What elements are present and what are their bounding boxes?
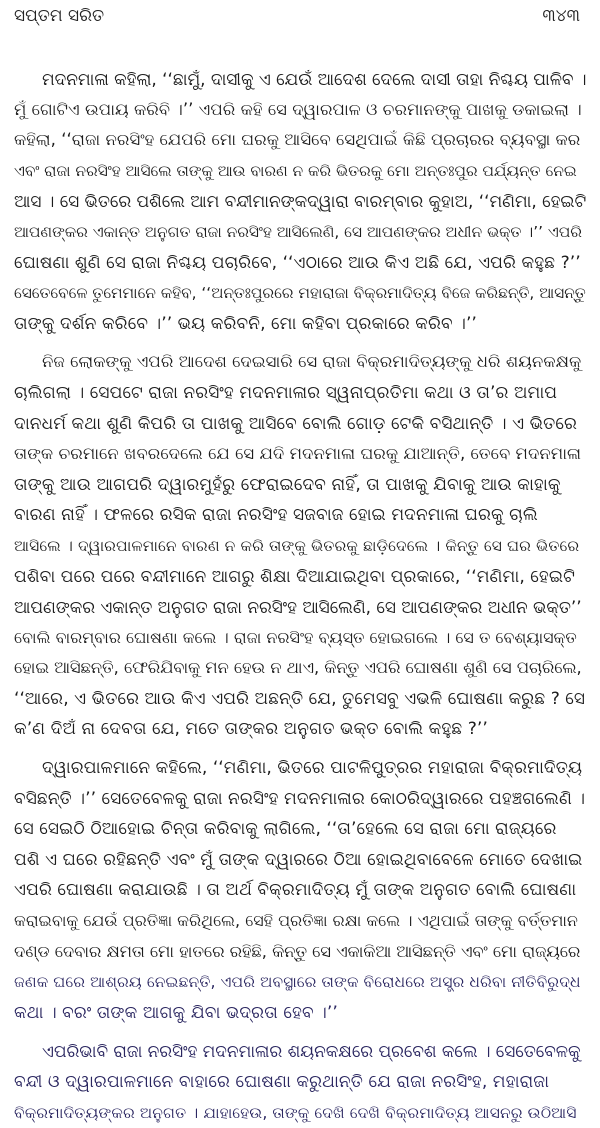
text-line: ଦ୍ୱାରପାଳମାନେ କହିଲେ, ‘‘ମଣିମା, ଭିତରେ ପାଟଳିପୁତ୍ରର ମହାରାଜା ବିକ୍ରମାଦିତ୍ୟ [42,758,583,779]
paragraph-gap [14,1028,586,1036]
text-line: ବୋଲି ବାରମ୍ବାର ଘୋଷଣା କଲେ । ରାଜା ନରସିଂହ ବ୍ୟସ୍ତ ହୋଇଗଲେ । ସେ ତ ବେଶ୍ୟାସକ୍ତ [14,627,577,647]
text-line: ଚାଲିଗଲା । ସେପଟେ ରାଜା ନରସିଂହ ମଦନମାଳାର ସ୍ୱନାପ୍ରତିମା କଥା ଓ ତା’ର ଅମାପ [14,382,558,403]
text-line: ଆସିଲେ । ଦ୍ୱାରପାଳମାନେ ବାରଣ ନ କରି ତାଙ୍କୁ ଭିତରକୁ ଛାଡ଼ିଦେଲେ । କିନ୍ତୁ ସେ ଘର ଭିତରେ [14,535,580,555]
text-line: ତାଙ୍କୁ ଦର୍ଶନ କରିବେ ।’’ ଭୟ କରିବନି, ମୋ କହିବା ପ୍ରକାରେ କରିବ ।’’ [14,313,477,334]
text-line: ବାରଣ ନାହିଁ । ଫଳରେ ରସିକ ରାଜା ନରସିଂହ ସଜବାଜ ହୋଇ ମଦନମାଳା ଘରକୁ ଚାଲି [14,505,538,526]
chapter-title: ସପ୍ତମ ସରିତ [14,6,105,26]
text-line: ଏପରି ଘୋଷଣା କରାଯାଉଛି । ତା ଅର୍ଥ ବିକ୍ରମାଦିତ୍ୟ ମୁଁ ତାଙ୍କ ଅନୁଗତ ବୋଲି ଘୋଷଣା [14,880,577,901]
text-line: ଦଣ୍ଡ ଦେବାର କ୍ଷମତା ମୋ ହାତରେ ରହିଛି, କିନ୍ତୁ ସେ ଏକାକିଆ ଆସିଛନ୍ତି ଏବଂ ମୋ ରାଜ୍ୟରେ [14,941,581,961]
text-line: ନିଜ ଲୋକଙ୍କୁ ଏପରି ଆଦେଶ ଦେଇସାରି ସେ ରାଜା ବିକ୍ରମାଦିତ୍ୟଙ୍କୁ ଧରି ଶୟନକକ୍ଷକୁ [42,352,582,372]
paragraph-gap [14,745,586,753]
text-line: ବସିଛନ୍ତି ।’’ ସେତେବେଳକୁ ରାଜା ନରସିଂହ ମଦନମାଳାର କୋଠରିଦ୍ୱାରରେ ପହଞ୍ଚଗଲେଣି । [14,788,586,809]
text-line: ଆସ । ସେ ଭିତରେ ପଶିଲେ ଆମ ବନ୍ଦୀମାନଙ୍କଦ୍ୱାରା ବାରମ୍ବାର କୁହାଅ, ‘‘ମଣିମା, ହେଇଟି [14,191,586,212]
text-line: ଏବଂ ରାଜା ନରସିଂହ ଆସିଲେ ତାଙ୍କୁ ଆଉ ବାରଣ ନ କରି ଭିତରକୁ ମୋ ଅନ୍ତଃପୁର ପର୍ଯ୍ୟନ୍ତ ନେଇ [14,161,577,180]
text-line: ସେ ସେଇଠି ଠିଆହୋଇ ଚିନ୍ତା କରିବାକୁ ଲାଗିଲେ, ‘‘ତା’ହେଲେ ସେ ରାଜା ମୋ ରାଜ୍ୟରେ [14,819,557,840]
text-line: ବିକ୍ରମାଦିତ୍ୟଙ୍କର ଅନୁଗତ । ଯାହାହେଉ, ତାଙ୍କୁ ଦେଖି ଦେଖି ବିକ୍ରମାଦିତ୍ୟ ଆସନରୁ ଉଠିଆସି [14,1102,577,1122]
text-line: ଦାନଧର୍ମ କଥା ଶୁଣି କିପରି ତା ପାଖକୁ ଆସିବେ ବୋଲି ଗୋଡ଼ ଟେକି ବସିଥାନ୍ତି । ଏ ଭିତରେ [14,413,578,434]
text-line: ହୋଇ ଆସିଛନ୍ତି, ଫେରିଯିବାକୁ ମନ ହେଉ ନ ଥାଏ, କିନ୍ତୁ ଏପରି ଘୋଷଣା ଶୁଣି ସେ ପଚାରିଲେ, [14,658,582,678]
paragraph-2 [14,347,586,745]
text-line: ଘୋଷଣା ଶୁଣି ସେ ରାଜା ନିଶ୍ଚୟ ପଚାରିବେ, ‘‘ଏଠାରେ ଆଉ କିଏ ଅଛି ଯେ, ଏପରି କହୁଛ ?’’ [14,252,581,273]
text-line: ଆପଣଙ୍କର ଏକାନ୍ତ ଅନୁଗତ ରାଜା ନରସିଂହ ଆସିଲେଣି, ସେ ଆପଣଙ୍କର ଅଧୀନ ଭକ୍ତ’’ [14,597,582,618]
page-number: ୩୪୩ [542,6,580,26]
running-header [14,6,586,36]
text-line: ମୁଁ ଗୋଟିଏ ଉପାୟ କରିବି ।’’ ଏପରି କହି ସେ ଦ୍ୱାରପାଳ ଓ ଚରମାନଙ୍କୁ ପାଖକୁ ଡକାଇଲା । [14,99,582,119]
text-line: ସେତେବେଳେ ତୁମେମାନେ କହିବ, ‘‘ଅନ୍ତଃପୁରରେ ମହାରାଜା ବିକ୍ରମାଦିତ୍ୟ ବିଜେ କରିଛନ୍ତି, ଆସନ୍ତୁ [14,284,586,303]
text-line: ଆପଣଙ୍କର ଏକାନ୍ତ ଅନୁଗତ ରାଜା ନରସିଂହ ଆସିଲେଣି, ସେ ଆପଣଙ୍କର ଅଧୀନ ଭକ୍ତ ।’’ ଏପରି [14,222,582,241]
paragraph-4 [14,1036,586,1128]
text-line: ବନ୍ଦୀ ଓ ଦ୍ୱାରପାଳମାନେ ବାହାରେ ଘୋଷଣା କରୁଥାନ୍ତି ଯେ ରାଜା ନରସିଂହ, ମହାରାଜା [14,1072,550,1092]
paragraph-3 [14,753,586,1028]
body-text [14,64,586,1128]
paragraph-1 [14,64,586,339]
text-line: ତାଙ୍କ ଚରମାନେ ଖବରଦେଲେ ଯେ ସେ ଯଦି ମଦନମାଳା ଘରକୁ ଯାଆନ୍ତି, ତେବେ ମଦନମାଳା [14,444,582,464]
text-line: କରାଇବାକୁ ଯେଉଁ ପ୍ରତିଜ୍ଞା କରିଥିଲେ, ସେହି ପ୍ରତିଜ୍ଞା ରକ୍ଷା କଲେ । ଏଥିପାଇଁ ତାଙ୍କୁ ବର୍ତ୍ତମାନ [14,911,578,931]
text-line: ଜଣକ ଘରେ ଆଶ୍ରୟ ନେଇଛନ୍ତି, ଏପରି ଅବସ୍ଥାରେ ତାଙ୍କ ବିରୋଧରେ ଅସ୍ତ୍ର ଧରିବା ନୀତିବିରୁଦ୍ଧ [14,972,581,992]
text-line: ପଶିବା ପରେ ପରେ ବନ୍ଦୀମାନେ ଆଗରୁ ଶିକ୍ଷା ଦିଆଯାଇଥିବା ପ୍ରକାରେ, ‘‘ମଣିମା, ହେଇଟି [14,566,576,587]
text-line: କ’ଣ ଦିଅଁ ନା ଦେବତା ଯେ, ମତେ ତାଙ୍କର ଅନୁଗତ ଭକ୍ତ ବୋଲି କହୁଛ ?’’ [14,719,488,740]
text-line: ତାଙ୍କୁ ଆଉ ଆଗପରି ଦ୍ୱାରମୁହଁରୁ ଫେରାଇଦେବ ନାହିଁ, ତା ପାଖକୁ ଯିବାକୁ ଆଉ କାହାକୁ [14,474,561,495]
paragraph-gap [14,339,586,347]
text-line: କଥା । ବରଂ ତାଙ୍କ ଆଗକୁ ଯିବା ଭଦ୍ରତା ହେବ ।’’ [14,1002,338,1023]
text-line: ପଶି ଏ ଘରେ ରହିଛନ୍ତି ଏବଂ ମୁଁ ତାଙ୍କ ଦ୍ୱାରରେ ଠିଆ ହୋଇଥିବାବେଳେ ମୋତେ ଦେଖାଇ [14,849,583,870]
text-line: ‘‘ଆରେ, ଏ ଭିତରେ ଆଉ କିଏ ଏପରି ଅଛନ୍ତି ଯେ, ତୁମେସବୁ ଏଭଳି ଘୋଷଣା କରୁଛ ? ସେ [14,688,586,709]
text-line: ମଦନମାଳା କହିଲା, ‘‘ଛାମୁଁ, ଦାସୀକୁ ଏ ଯେଉଁ ଆଦେଶ ଦେଲେ ଦାସୀ ତାହା ନିଶ୍ଚୟ ପାଳିବ । [42,69,586,89]
text-line: ଏପରିଭାବି ରାଜା ନରସିଂହ ମଦନମାଳାର ଶୟନକକ୍ଷରେ ପ୍ରବେଶ କଲେ । ସେତେବେଳକୁ [42,1041,581,1062]
text-line: କହିଲା, ‘‘ରାଜା ନରସିଂହ ଯେପରି ମୋ ଘରକୁ ଆସିବେ ସେଥିପାଇଁ କିଛି ପ୍ରଚାରର ବ୍ୟବସ୍ଥା କର [14,130,581,150]
